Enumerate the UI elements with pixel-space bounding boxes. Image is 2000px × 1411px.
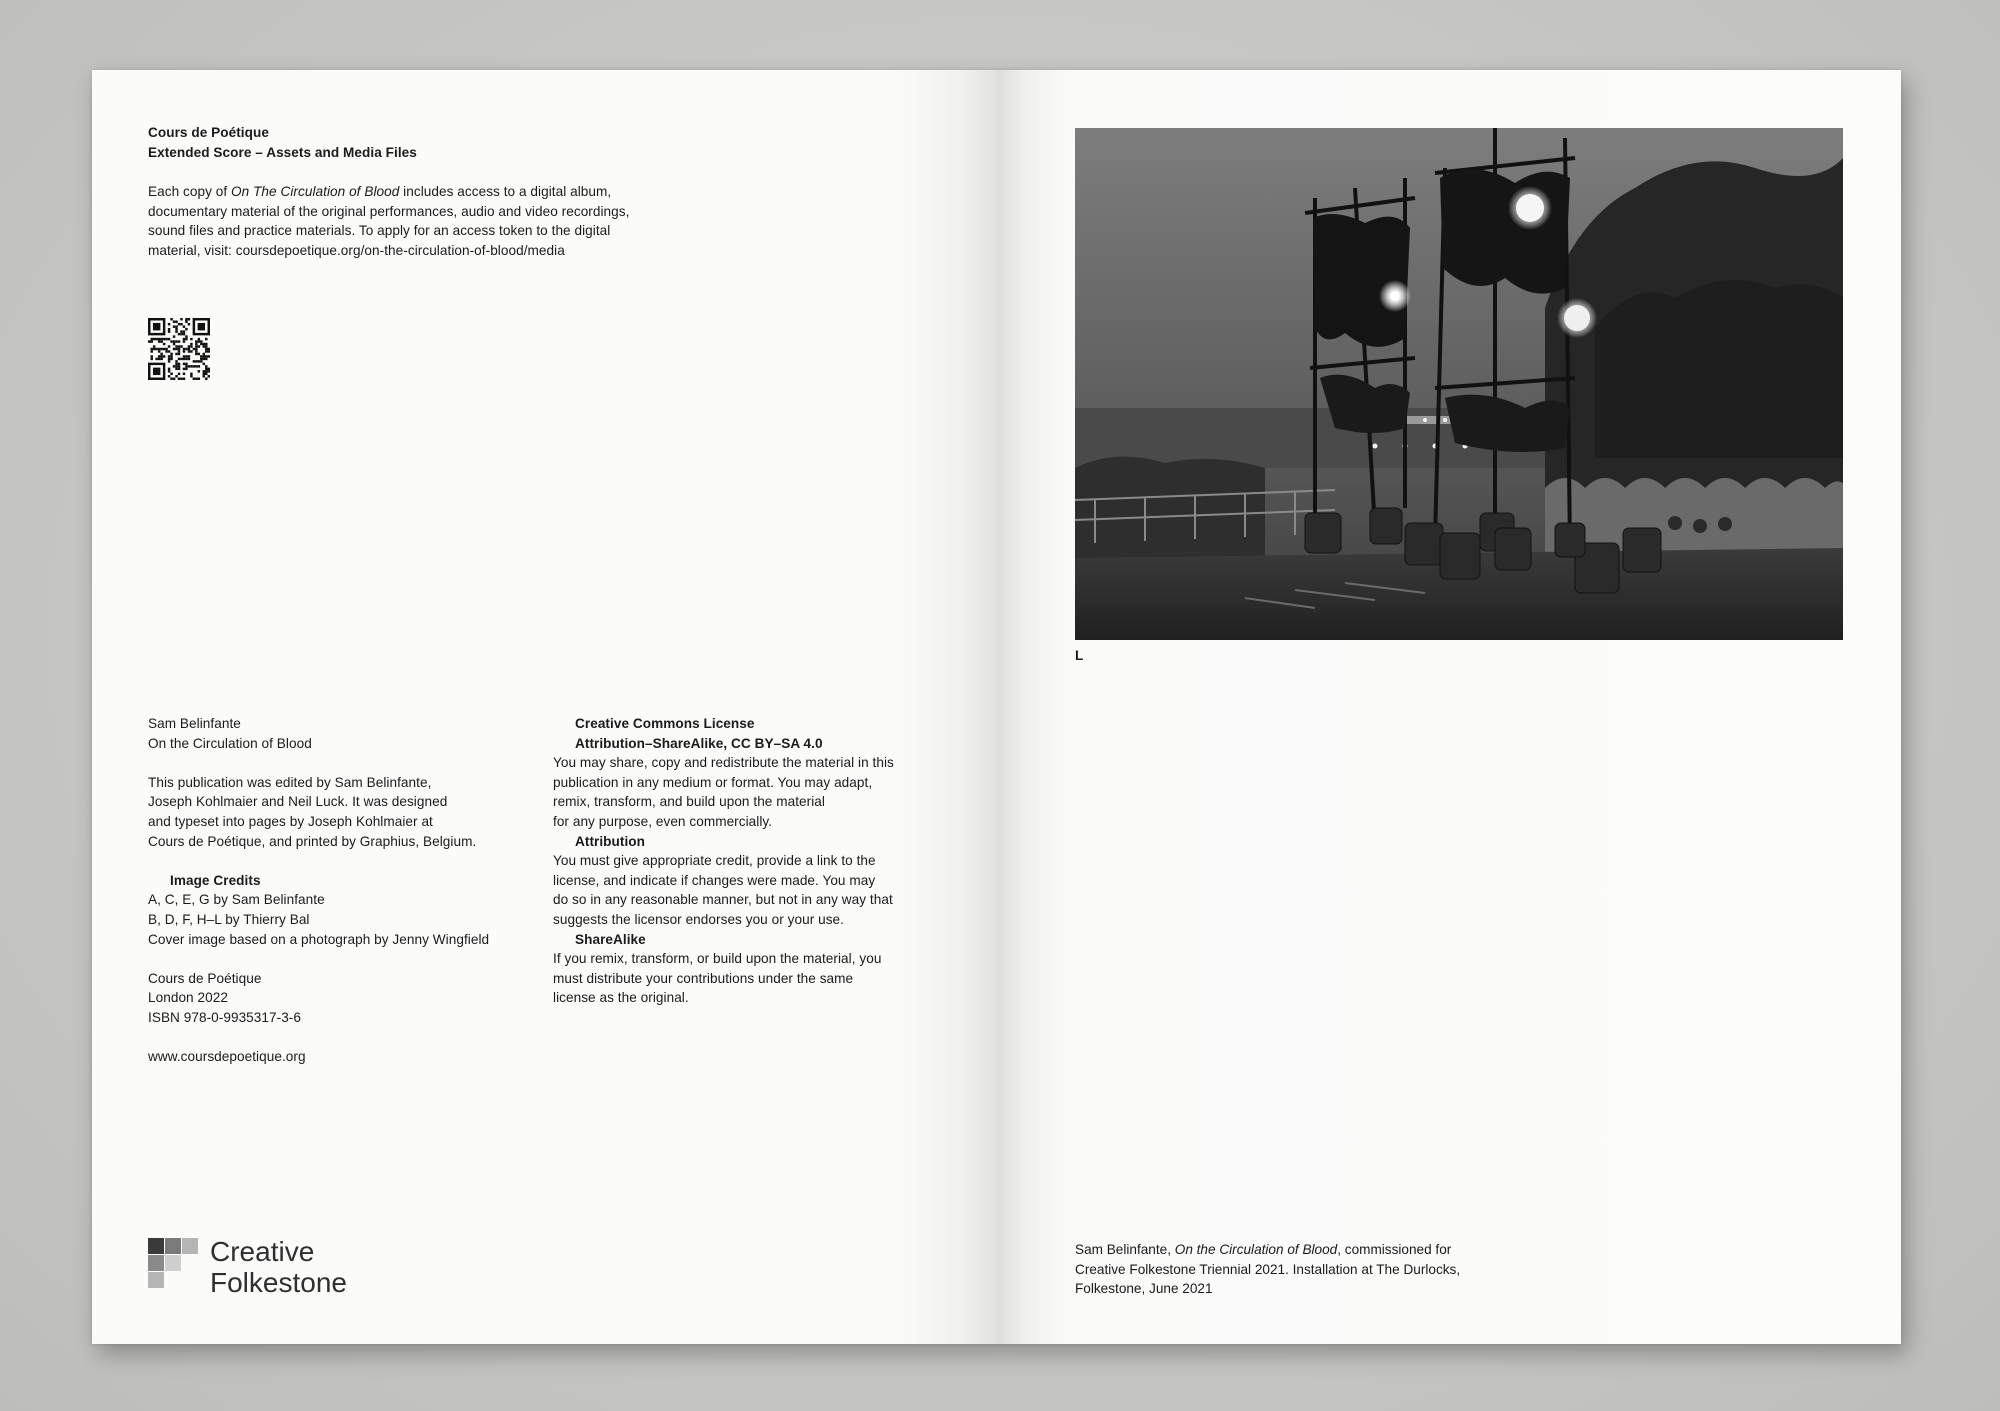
logo-square bbox=[165, 1238, 181, 1254]
header-line-2: Extended Score – Assets and Media Files bbox=[148, 144, 417, 160]
sharealike-text: must distribute your contributions under the same bbox=[553, 970, 854, 986]
edited-line: Cours de Poétique, and printed by Graphius, Belgium. bbox=[148, 833, 477, 849]
header-line-1: Cours de Poétique bbox=[148, 125, 269, 140]
left-page bbox=[92, 70, 997, 1344]
caption-line-2: Creative Folkestone Triennial 2021. Installation at The Durlocks, bbox=[1075, 1261, 1461, 1277]
license-heading: Creative Commons License bbox=[575, 716, 755, 731]
website-link[interactable]: www.coursdepoetique.org bbox=[148, 1049, 306, 1065]
publisher-line: Cours de Poétique bbox=[148, 970, 262, 986]
intro-line-2: documentary material of the original performances, audio and video recordings, bbox=[148, 203, 630, 219]
logo-square bbox=[148, 1272, 164, 1288]
caption-pre: Sam Belinfante, bbox=[1075, 1242, 1175, 1257]
creative-folkestone-logo bbox=[148, 1238, 378, 1296]
license-text: publication in any medium or format. You may adapt, bbox=[553, 774, 873, 790]
sharealike-heading: ShareAlike bbox=[575, 931, 646, 947]
image-credits-heading: Image Credits bbox=[170, 872, 261, 888]
colophon-author: Sam Belinfante bbox=[148, 716, 241, 731]
attribution-text: do so in any reasonable manner, but not in any way that bbox=[553, 892, 893, 908]
image-credit: B, D, F, H–L by Thierry Bal bbox=[148, 911, 310, 927]
attribution-text: You must give appropriate credit, provide a link to the bbox=[553, 853, 876, 869]
sharealike-text: If you remix, transform, or build upon the material, you bbox=[553, 951, 882, 967]
logo-square bbox=[148, 1255, 164, 1271]
intro-pre: Each copy of bbox=[148, 184, 232, 199]
caption-title: On the Circulation of Blood bbox=[1174, 1242, 1338, 1257]
intro-paragraph bbox=[148, 182, 629, 260]
intro-post: includes access to a digital album, bbox=[399, 184, 612, 199]
colophon bbox=[148, 714, 489, 1067]
intro-line-4: material, visit: coursdepoetique.org/on-the-circulation-of-blood/media bbox=[148, 242, 565, 258]
logo-wordmark bbox=[210, 1236, 347, 1298]
edited-line: and typeset into pages by Joseph Kohlmaier at bbox=[148, 813, 433, 829]
caption-post: , commissioned for bbox=[1337, 1242, 1452, 1257]
attribution-text: suggests the licensor endorses you or your use. bbox=[553, 911, 844, 927]
colophon-title: On the Circulation of Blood bbox=[148, 735, 312, 751]
intro-line-3: sound files and practice materials. To apply for an access token to the digital bbox=[148, 223, 611, 239]
edited-line: This publication was edited by Sam Belinfante, bbox=[148, 774, 432, 790]
page-header bbox=[148, 123, 417, 162]
logo-line-1: Creative bbox=[210, 1236, 315, 1267]
qr-code-icon[interactable] bbox=[148, 318, 210, 380]
figure-label: L bbox=[1075, 648, 1084, 663]
logo-line-2: Folkestone bbox=[210, 1267, 347, 1298]
edited-line: Joseph Kohlmaier and Neil Luck. It was designed bbox=[148, 794, 448, 810]
logo-square bbox=[182, 1238, 198, 1254]
attribution-heading: Attribution bbox=[575, 833, 646, 849]
attribution-text: license, and indicate if changes were made. You may bbox=[553, 872, 876, 888]
license-block bbox=[553, 714, 894, 1008]
publisher-line: London 2022 bbox=[148, 990, 228, 1006]
logo-square bbox=[148, 1238, 164, 1254]
installation-photo bbox=[1075, 128, 1843, 640]
sharealike-text: license as the original. bbox=[553, 990, 689, 1006]
image-credit: A, C, E, G by Sam Belinfante bbox=[148, 892, 325, 908]
intro-title: On The Circulation of Blood bbox=[231, 184, 400, 199]
photo-caption bbox=[1075, 1240, 1460, 1299]
isbn: ISBN 978-0-9935317-3-6 bbox=[148, 1009, 301, 1025]
license-text: for any purpose, even commercially. bbox=[553, 813, 773, 829]
image-credit: Cover image based on a photograph by Jenny Wingfield bbox=[148, 931, 490, 947]
logo-square bbox=[165, 1255, 181, 1271]
license-text: You may share, copy and redistribute the material in this bbox=[553, 755, 894, 771]
license-subheading: Attribution–ShareAlike, CC BY–SA 4.0 bbox=[575, 735, 823, 751]
caption-line-3: Folkestone, June 2021 bbox=[1075, 1281, 1213, 1297]
license-text: remix, transform, and build upon the material bbox=[553, 794, 825, 810]
